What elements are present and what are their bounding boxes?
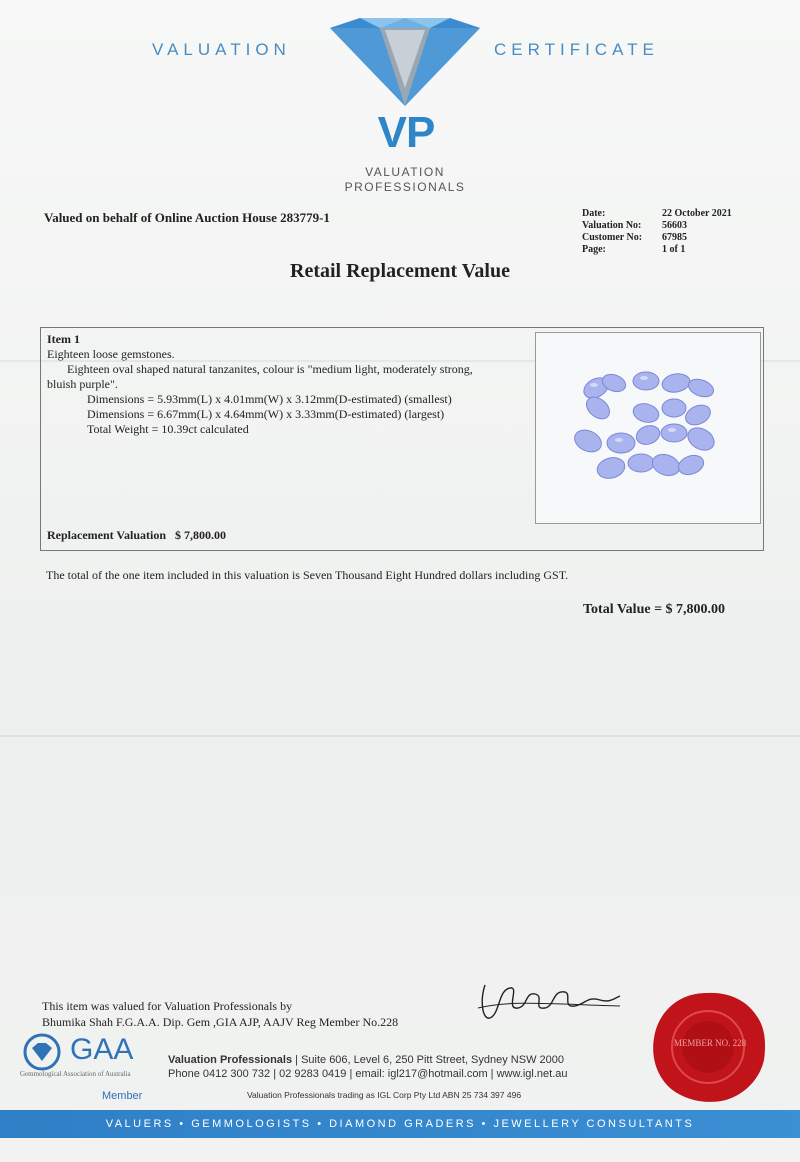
meta-label: Date: bbox=[582, 208, 606, 219]
valued-on-behalf: Valued on behalf of Online Auction House 283779-1 bbox=[44, 210, 330, 225]
footer-band: VALUERS • GEMMOLOGISTS • DIAMOND GRADERS • JEWELLERY CONSULTANTS bbox=[0, 1110, 800, 1138]
valued-by-line: Bhumika Shah F.G.A.A. Dip. Gem ,GIA AJP, AAJV Reg Member No.228 bbox=[42, 1015, 399, 1029]
meta-row-valuation-no bbox=[582, 220, 732, 232]
item-line: Eighteen loose gemstones. bbox=[47, 347, 175, 361]
logo-line-valuation: VALUATION bbox=[365, 165, 445, 179]
replacement-valuation bbox=[47, 528, 226, 543]
item-total-weight: Total Weight = 10.39ct calculated bbox=[87, 422, 249, 436]
contact-details: Phone 0412 300 732 | 02 9283 0419 | email: igl217@hotmail.com | www.igl.net.au bbox=[168, 1068, 568, 1080]
vp-logo-letters: VP bbox=[377, 108, 435, 157]
meta-value: 56603 bbox=[662, 220, 687, 231]
total-value: Total Value = $ 7,800.00 bbox=[583, 602, 726, 617]
gaa-member: Member bbox=[102, 1090, 143, 1102]
document-title: Retail Replacement Value bbox=[290, 260, 510, 282]
meta-row-page bbox=[582, 244, 732, 256]
valued-by bbox=[42, 998, 398, 1030]
meta-value: 1 of 1 bbox=[662, 244, 686, 255]
meta-label: Page: bbox=[582, 244, 606, 255]
item-line: Eighteen oval shaped natural tanzanites, colour is "medium light, moderately strong, bbox=[67, 362, 473, 376]
diamond-logo-icon bbox=[330, 18, 480, 113]
logo-line-professionals: PROFESSIONALS bbox=[344, 180, 466, 194]
company-name: Valuation Professionals bbox=[168, 1054, 293, 1066]
meta-table bbox=[582, 208, 732, 256]
meta-value: 22 October 2021 bbox=[662, 208, 732, 219]
item-line: bluish purple". bbox=[47, 377, 118, 391]
meta-value: 67985 bbox=[662, 232, 687, 243]
paper-fold bbox=[0, 735, 800, 737]
trading-as: Valuation Professionals trading as IGL Corp Pty Ltd ABN 25 734 397 496 bbox=[247, 1090, 522, 1100]
gaa-association: Gemmological Association of Australia bbox=[20, 1070, 131, 1078]
wax-seal-icon bbox=[648, 990, 768, 1110]
replacement-value: $ 7,800.00 bbox=[175, 528, 227, 542]
item-heading: Item 1 bbox=[47, 332, 80, 346]
meta-label: Customer No: bbox=[582, 232, 643, 243]
gemstones-photo bbox=[535, 332, 761, 524]
meta-row-date bbox=[582, 208, 732, 220]
replacement-label: Replacement Valuation bbox=[47, 528, 167, 542]
total-sentence: The total of the one item included in this valuation is Seven Thousand Eight Hundred dollars including GST. bbox=[46, 568, 569, 582]
gaa-logo-text: GAA bbox=[70, 1033, 134, 1066]
address: | Suite 606, Level 6, 250 Pitt Street, Sydney NSW 2000 bbox=[292, 1054, 564, 1066]
meta-label: Valuation No: bbox=[582, 220, 642, 231]
item-dimensions-smallest: Dimensions = 5.93mm(L) x 4.01mm(W) x 3.12mm(D-estimated) (smallest) bbox=[87, 392, 452, 406]
item-box bbox=[40, 327, 764, 551]
signature-icon bbox=[470, 970, 630, 1035]
item-description bbox=[47, 332, 537, 437]
header-certificate-word: CERTIFICATE bbox=[494, 40, 659, 59]
header-valuation-word: VALUATION bbox=[152, 40, 291, 59]
valued-by-line: This item was valued for Valuation Professionals by bbox=[42, 999, 293, 1013]
footer-margin bbox=[0, 1138, 800, 1162]
item-dimensions-largest: Dimensions = 6.67mm(L) x 4.64mm(W) x 3.33mm(D-estimated) (largest) bbox=[87, 407, 445, 421]
meta-row-customer-no bbox=[582, 232, 732, 244]
company-address bbox=[168, 1054, 608, 1066]
seal-text: MEMBER NO. 228 bbox=[673, 1038, 747, 1048]
